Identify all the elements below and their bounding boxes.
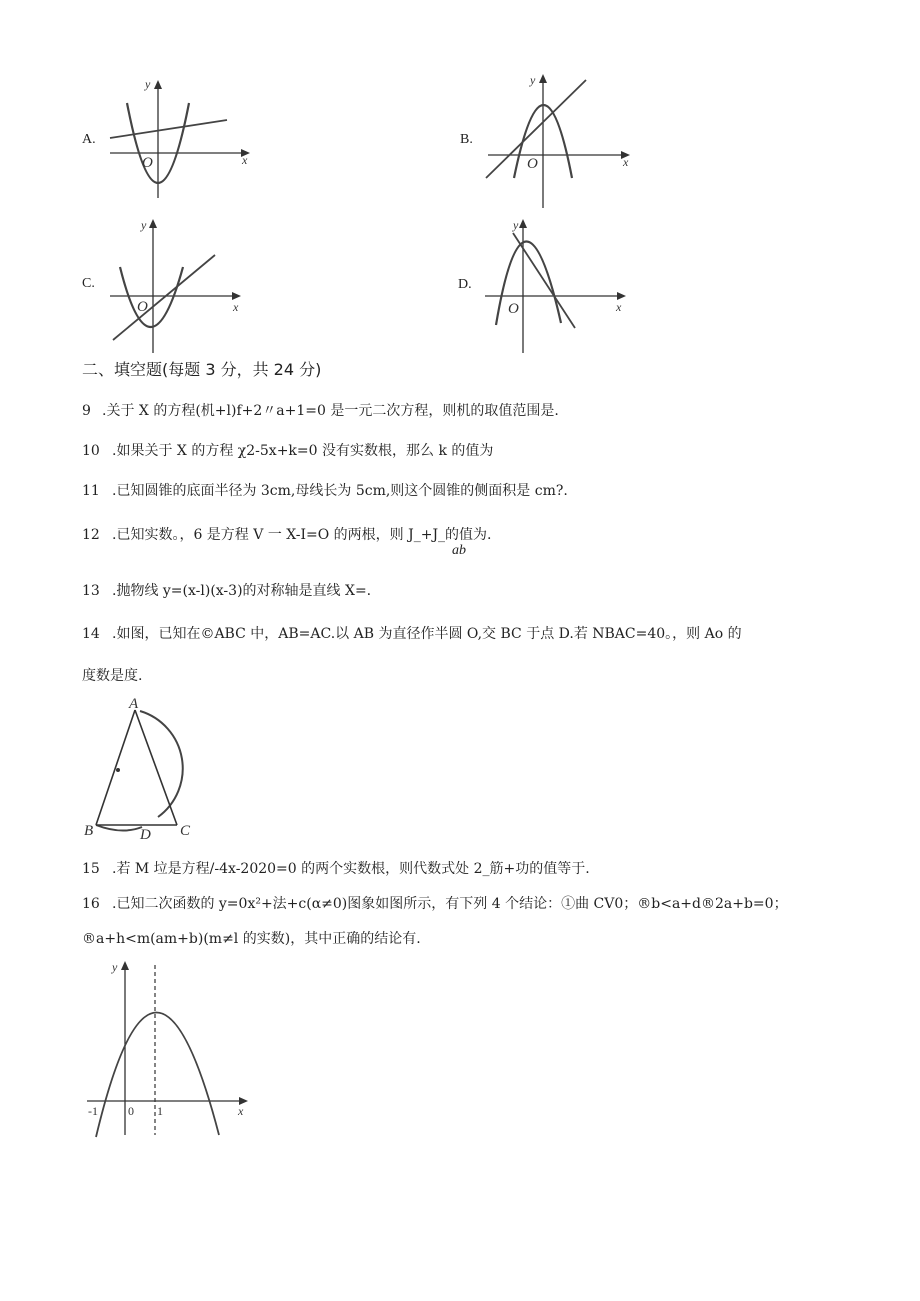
y-axis-label: y — [513, 218, 519, 232]
y-axis-label: y — [145, 77, 151, 91]
straight-line — [513, 233, 575, 328]
option-c-graph — [105, 215, 255, 355]
option-d-graph — [480, 215, 640, 355]
option-b-label: B. — [460, 132, 473, 147]
parabola — [96, 1012, 219, 1137]
question-10 — [82, 440, 493, 460]
straight-line — [110, 120, 227, 138]
question-number: 13 — [82, 583, 100, 599]
question-text: .已知实数。，6 是方程 V 一 X-I=O 的两根，则 J_+J_的值为. — [112, 527, 492, 543]
question-11 — [82, 480, 568, 500]
x-axis-label: x — [616, 300, 622, 314]
question-number: 12 — [82, 527, 100, 543]
origin-label: O — [137, 299, 148, 315]
center-point-o — [116, 768, 120, 772]
origin-label: O — [142, 155, 153, 171]
y-arrow-icon — [519, 219, 527, 228]
y-axis-label: y — [530, 73, 536, 87]
side-ab — [96, 710, 135, 825]
tick-label-1: 1 — [157, 1104, 163, 1118]
x-axis-label: x — [233, 300, 239, 314]
point-d-label: D — [140, 827, 151, 843]
tick-label-neg1: -1 — [88, 1104, 98, 1118]
question-text: .如果关于 X 的方程 χ2-5x+k=0 没有实数根，那么 k 的值为 — [112, 443, 494, 459]
question-text: .已知二次函数的 y=0x²+法+c(α≠0)图象如图所示，有下列 4 个结论：①曲 CV0；®b<a+d®2a+b=0； — [112, 896, 788, 912]
question-text: .已知圆锥的底面半径为 3cm,母线长为 5cm,则这个圆锥的侧面积是 cm?. — [112, 483, 568, 499]
section-title: 二、填空题(每题 3 分，共 24 分) — [82, 360, 322, 379]
semicircle-arc — [140, 711, 183, 817]
option-a-label: A. — [82, 132, 96, 147]
question-16-continuation: ®a+h<m(am+b)(m≠l 的实数)，其中正确的结论有. — [82, 931, 421, 947]
vertex-a-label: A — [129, 696, 139, 712]
x-arrow-icon — [617, 292, 626, 300]
question-9 — [82, 400, 559, 420]
y-arrow-icon — [121, 961, 129, 970]
vertex-c-label: C — [180, 823, 191, 839]
y-axis-label: y — [112, 960, 118, 974]
y-arrow-icon — [149, 219, 157, 228]
question-13 — [82, 580, 371, 600]
parabola — [120, 267, 183, 327]
question-text: .关于 X 的方程(机+l)f+2〃a+1=0 是一元二次方程，则机的取值范围是. — [102, 403, 559, 419]
question-number: 15 — [82, 861, 100, 877]
y-axis-label: y — [141, 218, 147, 232]
y-arrow-icon — [539, 74, 547, 83]
question-12 — [82, 524, 492, 544]
option-d-label: D. — [458, 277, 472, 292]
fraction-denominator: ab — [452, 543, 466, 558]
semicircle-arc-bottom — [96, 825, 142, 831]
triangle-figure — [80, 695, 210, 845]
x-axis-label: x — [242, 153, 248, 167]
parabola-figure — [82, 955, 262, 1140]
question-text: .若 M 垃是方程/-4x-2020=0 的两个实数根，则代数式处 2_筋+功的值等于. — [112, 861, 590, 877]
origin-label: O — [527, 156, 538, 172]
question-text: .抛物线 y=(x-l)(x-3)的对称轴是直线 X=. — [112, 583, 372, 599]
y-arrow-icon — [154, 80, 162, 89]
parabola — [496, 241, 561, 325]
option-c-label: C. — [82, 276, 95, 291]
question-14-continuation: 度数是度. — [82, 668, 143, 684]
option-b-graph — [480, 70, 640, 210]
question-number: 16 — [82, 896, 100, 912]
question-16 — [82, 893, 788, 913]
side-ac — [135, 710, 177, 825]
tick-label-0: 0 — [128, 1104, 134, 1118]
x-arrow-icon — [232, 292, 241, 300]
question-number: 11 — [82, 483, 100, 499]
question-number: 14 — [82, 626, 100, 642]
option-a-graph — [105, 78, 255, 203]
origin-label: O — [508, 301, 519, 317]
x-axis-label: x — [238, 1104, 244, 1118]
question-text: .如图，已知在©ABC 中，AB=AC.以 AB 为直径作半圆 O,交 BC 于点 D.若 NBAC=40。，则 Ao 的 — [112, 626, 742, 642]
question-14 — [82, 623, 742, 643]
question-15 — [82, 858, 590, 878]
x-axis-label: x — [623, 155, 629, 169]
question-number: 9 — [82, 403, 91, 419]
question-number: 10 — [82, 443, 100, 459]
vertex-b-label: B — [84, 823, 94, 839]
